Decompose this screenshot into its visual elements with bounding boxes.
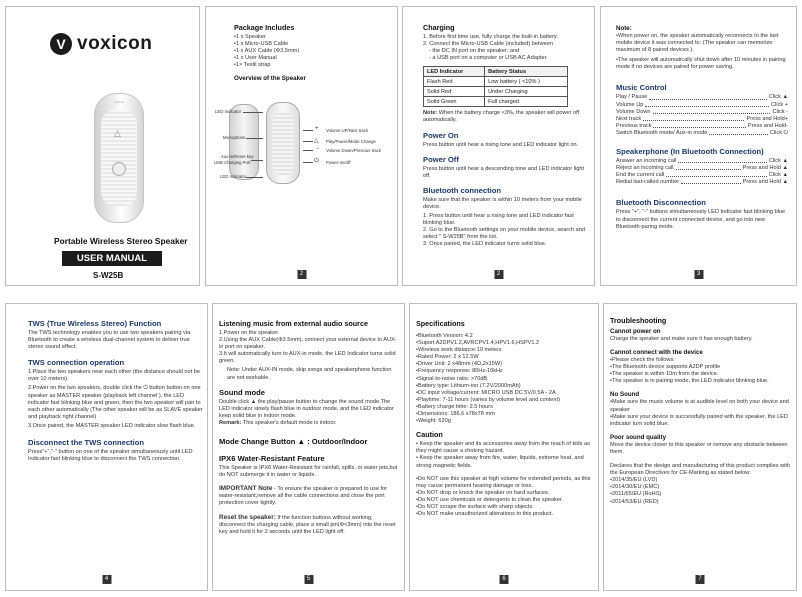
connect-issue-item: • The Bluetooth device supports A2DP profile (610, 364, 792, 371)
panel-cover (5, 6, 200, 286)
package-item: • 1 x AUX Cable (Φ3,5mm) (234, 48, 394, 55)
bluetooth-heading: Bluetooth connection (423, 185, 502, 195)
music-action: Play / Pause (616, 94, 648, 101)
caution-text: Keep the speaker and its accessories away from the reach of kids as they might cause a choking hazard. (416, 441, 590, 455)
leader-line (246, 138, 263, 139)
quality-text: Move the device closer to this speaker or remove any obstacle between them. (610, 441, 788, 455)
mode-change-heading: Mode Change Button ▲ : Outdoor/Indoor (219, 437, 368, 447)
charging-step: - the DC IN port on the speaker; and (429, 48, 520, 55)
table-cell: Low battery ( <10% ) (485, 77, 568, 87)
external-note: Note: Under AUX-IN mode, skip songs and speakerphone function are not workable. (227, 367, 392, 381)
music-action: Switch Bluetooth mode/ Aux-in mode (616, 129, 708, 136)
do-not-item: • Do NOT use chemicals or detergents to clean the speaker. (416, 497, 594, 504)
tws-step: 2.Power on the two speakers, double click the ⏻ button button on one speaker as MASTER speaker (playback left channel ), the LED indicator fast blinking blue and green, then the two speaker will pair to each other automatically (The other speaker will be as SLAVE speaker and playback right channel) (28, 385, 203, 420)
disconnect-text: Press "+", "-" buttons simultaneously LED Indicator fast blinking blue to disconnect the current connected device, and go into new Bluetooth-paring mode. (616, 209, 786, 230)
directive-item: • 2014/53/EU (RED) (610, 499, 792, 506)
music-row (616, 123, 788, 130)
label-usb: USB Charging Port (214, 160, 251, 165)
speakerphone-action: Redial last-called number (616, 179, 680, 186)
power-knob-icon (112, 162, 126, 176)
speaker-side-diagram (266, 102, 300, 184)
leader-line (251, 160, 263, 161)
leader-line (243, 112, 263, 113)
spec-item: • Bluetooth Version: 4.2 (416, 333, 594, 340)
page-number: 3 (694, 270, 703, 279)
sound-mode-heading: Sound mode (219, 387, 265, 397)
spec-heading: Specifications (416, 319, 465, 328)
package-list (234, 34, 394, 69)
cover-title: Portable Wireless Stereo Speaker (54, 236, 188, 246)
power-issue-text: Charge the speaker and make sure it has enough battery. (610, 336, 753, 342)
table-row (424, 87, 568, 97)
charging-heading: Charging (423, 23, 455, 32)
speakerphone-row (616, 179, 788, 186)
spec-item: • Suport A2DPV1.2,AVRCPV1.4,HPV1.6,HSPV1.2 (416, 340, 594, 347)
play-triangle-icon: △ (114, 128, 121, 138)
music-row (616, 116, 788, 123)
no-sound-item: • Make sure your device is successfully paired with the speaker, the LED indicator turn solid blue. (610, 414, 792, 428)
tws-disconnect-heading: Disconnect the TWS connection (28, 438, 145, 448)
package-item: • 1 x Speaker (234, 34, 394, 41)
caution-text: Keep the speaker away from fire, water, liquids, extreme heat, and strong magnetic fields. (416, 455, 584, 469)
charging-step: 2. Connect the Micro-USB Cable (included) between (423, 41, 553, 48)
charging-step: 1. Before first time use, fully charge the built-in battery. (423, 34, 558, 40)
label-aux: Aux-in/Reset key (221, 154, 254, 159)
charging-note (423, 110, 588, 124)
label-vol-down: Volume Down/Previous track (326, 148, 381, 153)
caution-item: • Keep the speaker and its accessories away from the reach of kids as they might cause a choking hazard. (416, 441, 590, 455)
label-microphone: Microphone (223, 135, 246, 140)
leader-line (303, 141, 313, 142)
page-number: 6 (500, 575, 509, 584)
panel-music-control (600, 6, 797, 286)
power-on-heading: Power On (423, 130, 459, 140)
leader-line (246, 177, 263, 178)
bluetooth-step: 1. Press button until hear a rising tone and LED indicator fast blinking blue. (423, 213, 574, 227)
overview-heading: Overview of the Speaker (234, 75, 306, 83)
label-vol-up: Volume UP/Next track (326, 128, 369, 133)
important-label: IMPORTANT Note (219, 485, 273, 493)
tws-step: 3.Once paired, the MASTER speaker LED indicator slow flash blue. (28, 422, 196, 429)
spec-list (416, 333, 594, 425)
music-control: Press and Hold- (747, 122, 788, 129)
do-not-item: • Do NOT make unauthorized alterations to this product. (416, 511, 594, 518)
panel-charging (402, 6, 595, 286)
music-row (616, 130, 788, 137)
label-play: Play/Pause/Mode Change (326, 139, 376, 144)
spec-item: • Rated Power: 2 x 12.5W (416, 354, 594, 361)
spec-item: • Battery charge time: 2.5 hours (416, 404, 594, 411)
sound-mode-text: Double click ▲ the play/pause button to change the sound mode.The LED indicator slowly flash blue in outdoor mode, and the LED indicator keep solid blue in indoor mode. (219, 398, 394, 419)
connect-issue-item: • The speaker is in pairing mode, the LED indicator blinking blue. (610, 378, 792, 385)
spec-item: • Signal-to-noise ratio: >70dB (416, 376, 594, 383)
page-number: 7 (696, 575, 705, 584)
music-action: Previous track (616, 122, 652, 129)
panel-tws (5, 303, 208, 591)
important-note (219, 485, 399, 507)
table-header: LED Indicator (424, 67, 485, 77)
bluetooth-intro: Make sure that the speaker is within 10 meters from your mobile device. (423, 196, 582, 210)
music-control: Click ▲ (768, 94, 788, 101)
music-action: Next track (616, 115, 642, 122)
music-control: Click - (772, 108, 788, 115)
page-number: 4 (102, 575, 111, 584)
leader-line (303, 150, 313, 151)
music-row (616, 94, 788, 101)
table-row (424, 77, 568, 87)
external-audio-heading: Listening music from external audio source (219, 319, 368, 328)
tws-step: 1.Place the two speakers near each other (the distance should not be over 10 meters). (28, 369, 200, 383)
minus-icon: − (316, 146, 320, 152)
speakerphone-control: Click ▲ (768, 172, 788, 179)
connect-issue-heading: Cannot connect with the device (610, 349, 703, 357)
label-power: Power-on/off (326, 160, 351, 165)
tws-intro: The TWS technology enables you to use two speakers pairing via Bluetooth to create a wireless dual-channel system to deliver true stereo sound effect. (28, 330, 191, 351)
charging-step: - a USB port on a computer or USB AC Adapter. (429, 55, 548, 62)
music-action: Volume Down (616, 108, 651, 115)
do-not-item: • Do NOT scrape the surface with sharp objects. (416, 504, 594, 511)
table-row (424, 97, 568, 107)
music-action: Volume Up (616, 101, 644, 108)
table-cell: Solid Green (424, 97, 485, 107)
remark-text: This speaker's default mode is indoor. (242, 419, 337, 426)
speakerphone-control: Click ▲ (768, 158, 788, 165)
speakerphone-heading: Speakerphone (In Bluetooth Connection) (616, 147, 764, 157)
speaker-grill (272, 111, 294, 175)
do-not-item: • Do NOT use this speaker at high volume for extended periods, as this may cause permanent hearing damage or loss. (416, 476, 594, 490)
page-number: 5 (304, 575, 313, 584)
music-row (616, 109, 788, 116)
speakerphone-action: End the current call (616, 172, 665, 179)
package-item: • 1 x User Manual (234, 55, 394, 62)
caution-heading: Caution (416, 430, 443, 440)
tws-operation-heading: TWS connection operation (28, 358, 125, 368)
music-row (616, 102, 788, 109)
speakerphone-row (616, 165, 788, 172)
speaker-illustration (94, 93, 144, 223)
triangle-icon: △ (314, 138, 319, 144)
label-led-top: LED Indicator (215, 109, 242, 114)
table-cell: Solid Red (424, 87, 485, 97)
power-off-text: Press button until hear a descending tone and LED indicator light off. (423, 165, 585, 179)
no-sound-item: • Make sure the music volume is at audible level on both your device and speaker (610, 399, 792, 413)
disconnect-heading: Bluetooth Disconnection (616, 198, 706, 208)
speakerphone-control: Press and Hold ▲ (742, 179, 788, 186)
speakerphone-action: Answer an incoming call (616, 158, 677, 165)
music-control: Press and Hold+ (746, 115, 788, 122)
spec-item: • Driver Unit: 2 x48mm (4Ω,2x15W) (416, 361, 594, 368)
spec-item: • Battery type: Lithium-ion (7.2V/2000mAh) (416, 383, 594, 390)
music-control: Click + (771, 101, 788, 108)
connect-issue-item: • Please check the follows: (610, 357, 792, 364)
directive-item: • 2014/30/EU (EMC) (610, 484, 792, 491)
table-header-row (424, 67, 568, 77)
speakerphone-row (616, 158, 788, 165)
music-control: Click ⏻ (769, 129, 788, 136)
music-control-heading: Music Control (616, 83, 667, 93)
speakerphone-row (616, 172, 788, 179)
reset-note (219, 514, 399, 536)
led-status-table (423, 66, 568, 107)
logo-mark: V (50, 33, 72, 55)
model-number: S-W25B (93, 271, 124, 280)
package-item: • 1× Textil strap (234, 62, 394, 69)
bluetooth-step: 2. Go to the Bluetooth settings on your mobile device, search and select " S-W25B" from the list. (423, 227, 586, 241)
note-text: When the battery charge <3%, the speaker will power off automatically. (423, 110, 580, 124)
brand-logo (50, 33, 152, 55)
speaker-grill (101, 110, 137, 206)
spec-item: • Weight: 620g (416, 418, 594, 425)
table-header: Battery Status (485, 67, 568, 77)
no-sound-list (610, 399, 792, 427)
user-manual-banner: USER MANUAL (62, 251, 162, 266)
no-sound-heading: No Sound (610, 391, 640, 399)
declaration-text: Declares that the design and manufacturing of this product complies with the European Directives for CE-Marking as stated below: (610, 463, 791, 477)
reset-text: If the function buttons without working, disconnect the charging cable, place a small pin(Φ<3mm) into the reset key and hold it for 2 seconds until the LED light off. (219, 514, 396, 535)
spec-item: • Wireless work distance:10 meters (416, 347, 594, 354)
speaker-tiny-logo: voxicon (114, 100, 125, 104)
power-icon: ⏻ (314, 158, 319, 164)
speakerphone-action: Reject an incoming call (616, 165, 674, 172)
note-list (616, 33, 788, 71)
note-item: • The speaker will automatically shut down after 10 minutes in pairing mode if no devices are paired for power saving. (616, 57, 788, 71)
note-item: • When power on, the speaker automatically reconnects to the last mobile device it was connected to. (The speaker can memorize maximum of 8 paired devices ). (616, 33, 788, 54)
speakerphone-control: Press and Hold ▲ (742, 165, 788, 172)
page-number: 2 (297, 270, 306, 279)
table-cell: Full charged (485, 97, 568, 107)
external-step: 2.Using the AUX Cable(Φ3.5mm), connect your external device to AUX-in port on speaker. (219, 337, 397, 351)
spec-item: • Playtime: 7-11 hours (varies by volume level and content) (416, 397, 594, 404)
do-not-item: • Do NOT drop or knock the speaker on hard surfaces. (416, 490, 594, 497)
table-cell: Under Charging (485, 87, 568, 97)
panel-troubleshooting (603, 303, 797, 591)
power-on-text: Press button until hear a rising tone and LED indicator light on. (423, 141, 579, 148)
leader-line (303, 162, 313, 163)
external-step: 3.It will automatically turn to AUX-in mode, the LED Indicator turns solid green. (219, 351, 396, 365)
remark (219, 420, 399, 427)
panel-specifications (409, 303, 599, 591)
reset-label: Reset the speaker: (219, 513, 276, 521)
ipx6-heading: IPX6 Water-Resistant Feature (219, 454, 325, 464)
spec-item: • Frequency response: 80Hz-16kHz (416, 368, 594, 375)
note-label: Note: (423, 110, 438, 117)
ipx6-text: This Speaker is IPX6 Water-Resistant for rainfall, spills, or water jets,but do NOT submerge it in water or liquids. (219, 465, 398, 479)
panel-external-audio (212, 303, 405, 591)
power-off-heading: Power Off (423, 154, 459, 164)
directive-item: • 2014/35/EU (LVD) (610, 477, 792, 484)
tws-heading: TWS (True Wireless Stereo) Function (28, 319, 162, 328)
directive-item: • 2011/65/EU (RoHS) (610, 491, 792, 498)
brand-name: voxicon (77, 33, 153, 54)
tws-disconnect-text: Press"+","-" button on one of the speaker simultaneously until LED Indicator fast blinking blue to disconnect the TWS connection. (28, 449, 193, 463)
label-led-bottom: LED Indicator (220, 174, 247, 179)
power-issue-heading: Cannot power on (610, 328, 661, 335)
connect-issue-list (610, 357, 792, 385)
external-step: 1.Power on the speaker. (219, 330, 280, 336)
package-heading: Package Includes (234, 23, 295, 32)
connect-issue-item: • The speaker is within 10m from the device. (610, 371, 792, 378)
speaker-front-diagram (229, 104, 259, 180)
spec-item: • Dimensions: 186.6 x78x78 mm (416, 411, 594, 418)
caution-item: • Keep the speaker away from fire, water, liquids, extreme heat, and strong magnetic fields. (416, 455, 584, 469)
spec-item: • DC input voltage/current: MICRO USB DC 5V/0.5A - 2A (416, 390, 594, 397)
do-not-list (416, 476, 594, 519)
table-cell: Flash Red (424, 77, 485, 87)
page-number: 2 (494, 270, 503, 279)
directives-list (610, 477, 792, 505)
important-text: - To ensure the speaker is prepared to use for water-resistant,remove all the cable connections and close the port protection cover tightly. (219, 486, 388, 507)
bluetooth-step: 3. Once paired, the LED indicator turns solid blue. (423, 241, 547, 248)
plus-icon: + (315, 126, 319, 132)
troubleshooting-heading: Troubleshooting (610, 316, 667, 325)
package-item: • 1 x Micro-USB Cable (234, 41, 394, 48)
leader-line (303, 130, 313, 131)
note-heading: Note: (616, 25, 632, 32)
remark-label: Remark: (219, 419, 242, 426)
quality-heading: Poor sound quality (610, 433, 667, 441)
